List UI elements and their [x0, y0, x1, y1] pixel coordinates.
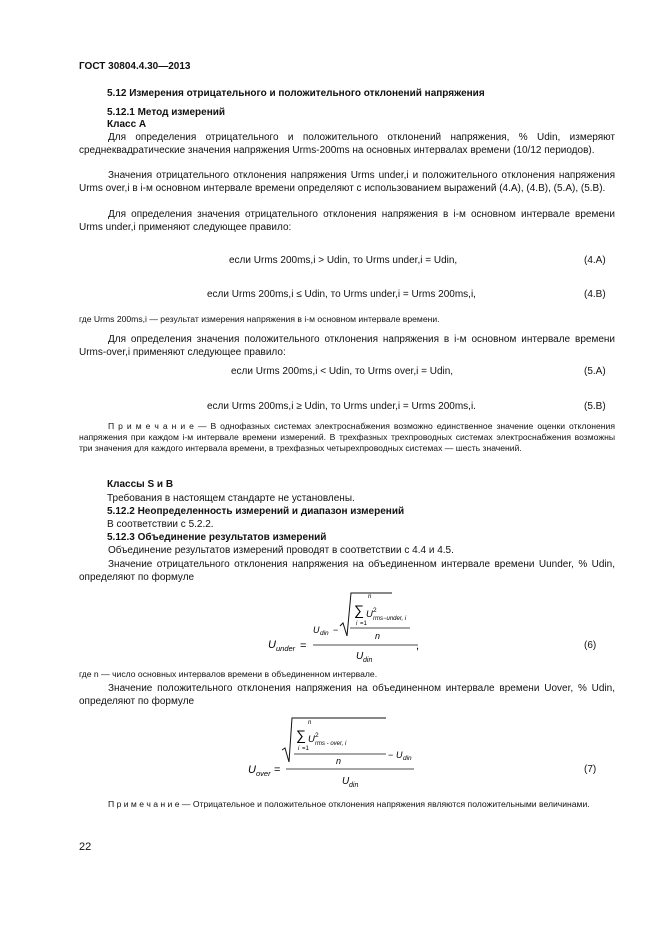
svg-text:U: U: [366, 609, 373, 620]
paragraph-11: Значение положительного отклонения напряжения на объединенном интервале времени Uover, % Udin, определяют по формуле: [79, 683, 615, 707]
svg-text:i: i: [298, 746, 300, 752]
equation-5a: если Urms 200ms,i < Udin, то Urms over,i = Udin,: [231, 366, 454, 377]
equation-5b-number: (5.В): [584, 401, 606, 412]
equation-4b-number: (4.В): [584, 289, 606, 300]
equation-4a-number: (4.А): [584, 255, 606, 266]
paragraph-3: Для определения значения отрицательного отклонения напряжения в i-м основном интервале времени Urms under,i применяют следующее правило:: [79, 209, 615, 233]
paragraph-4: где Urms 200ms,i — результат измерения напряжения в i-м основном интервале времени.: [79, 314, 440, 324]
svg-text:=: =: [274, 764, 281, 776]
paragraph-6: Требования в настоящем стандарте не установлены.: [107, 493, 355, 504]
svg-text:din: din: [363, 657, 373, 664]
svg-text:−: −: [388, 750, 394, 760]
doc-header: ГОСТ 30804.4.30—2013: [79, 61, 191, 72]
svg-text:,: ,: [416, 640, 420, 652]
svg-text:under: under: [276, 644, 296, 653]
class-s-b-heading: Классы S и В: [107, 479, 174, 490]
svg-text:U: U: [356, 651, 364, 662]
svg-text:rms - over, i: rms - over, i: [315, 741, 347, 747]
svg-text:2: 2: [315, 732, 319, 739]
equation-4a: если Urms 200ms,i > Udin, то Urms under,i = Udin,: [229, 255, 458, 266]
paragraph-8: Объединение результатов измерений проводят в соответствии с 4.4 и 4.5.: [108, 545, 454, 556]
paragraph-9: Значение отрицательного отклонения напряжения на объединенном интервале времени Uunder, % Udin, определяют по формуле: [79, 559, 615, 583]
page-number: 22: [79, 841, 92, 853]
formula-7: [246, 712, 426, 796]
paragraph-1: Для определения отрицательного и положительного отклонений напряжения, % Udin, измеряют среднеквадратические значения напряжения Urms-200ms на основных интервалах времени (10/12 периодов).: [79, 132, 615, 156]
svg-text:i: i: [356, 621, 358, 627]
svg-text:n: n: [336, 756, 342, 766]
svg-text:n: n: [368, 594, 372, 600]
section-5-12-2-heading: 5.12.2 Неопределенность измерений и диапазон измерений: [107, 506, 405, 517]
svg-text:U: U: [396, 750, 403, 760]
svg-text:U: U: [308, 734, 315, 745]
svg-text:=: =: [300, 640, 307, 652]
formula-6: [250, 588, 430, 670]
note-1: П р и м е ч а н и е — В однофазных системах электроснабжения возможно единственное значение оценки отклонения напряжения при каждом i-м интервале времени измерений. В трехфазных трехпроводных системах электроснабжения возможны три значения для каждого интервала времени, в трехфазных четырехпроводных системах — шесть значений.: [79, 421, 615, 454]
svg-text:U: U: [313, 625, 320, 635]
svg-text:din: din: [320, 630, 329, 637]
equation-6-number: (6): [584, 640, 597, 651]
class-a-heading: Класс А: [107, 119, 147, 130]
svg-text:2: 2: [373, 607, 377, 614]
equation-5a-number: (5.А): [584, 366, 606, 377]
svg-text:U: U: [248, 764, 256, 776]
paragraph-7: В соответствии с 5.2.2.: [107, 519, 214, 530]
paragraph-10: где n — число основных интервалов времени в объединенном интервале.: [79, 669, 378, 679]
svg-text:=1: =1: [360, 621, 367, 627]
note-2: П р и м е ч а н и е — Отрицательное и положительное отклонения напряжения являются положительными величинами.: [108, 799, 590, 809]
svg-text:n: n: [375, 631, 381, 641]
equation-7-number: (7): [584, 764, 597, 775]
paragraph-5: Для определения значения положительного отклонения напряжения в i-м основном интервале времени Urms-over,i применяют следующее правило:: [79, 334, 615, 358]
section-5-12-1-heading: 5.12.1 Метод измерений: [107, 107, 226, 118]
svg-text:∑: ∑: [296, 727, 306, 743]
svg-text:∑: ∑: [354, 602, 364, 618]
svg-text:n: n: [308, 720, 312, 726]
svg-text:U: U: [342, 776, 350, 787]
equation-4b: если Urms 200ms,i ≤ Udin, то Urms under,i = Urms 200ms,i,: [207, 289, 476, 300]
svg-text:rms−under, i: rms−under, i: [373, 616, 407, 622]
svg-text:din: din: [349, 782, 359, 789]
paragraph-2: Значения отрицательного отклонения напряжения Urms under,i и положительного отклонения напряжения Urms over,i в i-м основном интервале времени определяют с использованием выражений (4.А), (4.В), (5.А), (5.В).: [79, 170, 615, 194]
section-5-12-3-heading: 5.12.3 Объединение результатов измерений: [107, 532, 327, 543]
svg-text:din: din: [403, 755, 412, 762]
svg-text:=1: =1: [302, 746, 309, 752]
section-5-12-heading: 5.12 Измерения отрицательного и положительного отклонений напряжения: [107, 88, 485, 99]
svg-text:−: −: [333, 625, 339, 635]
svg-text:over: over: [256, 769, 271, 778]
svg-text:U: U: [268, 639, 276, 651]
equation-5b: если Urms 200ms,i ≥ Udin, то Urms under,i = Urms 200ms,i.: [207, 401, 476, 412]
